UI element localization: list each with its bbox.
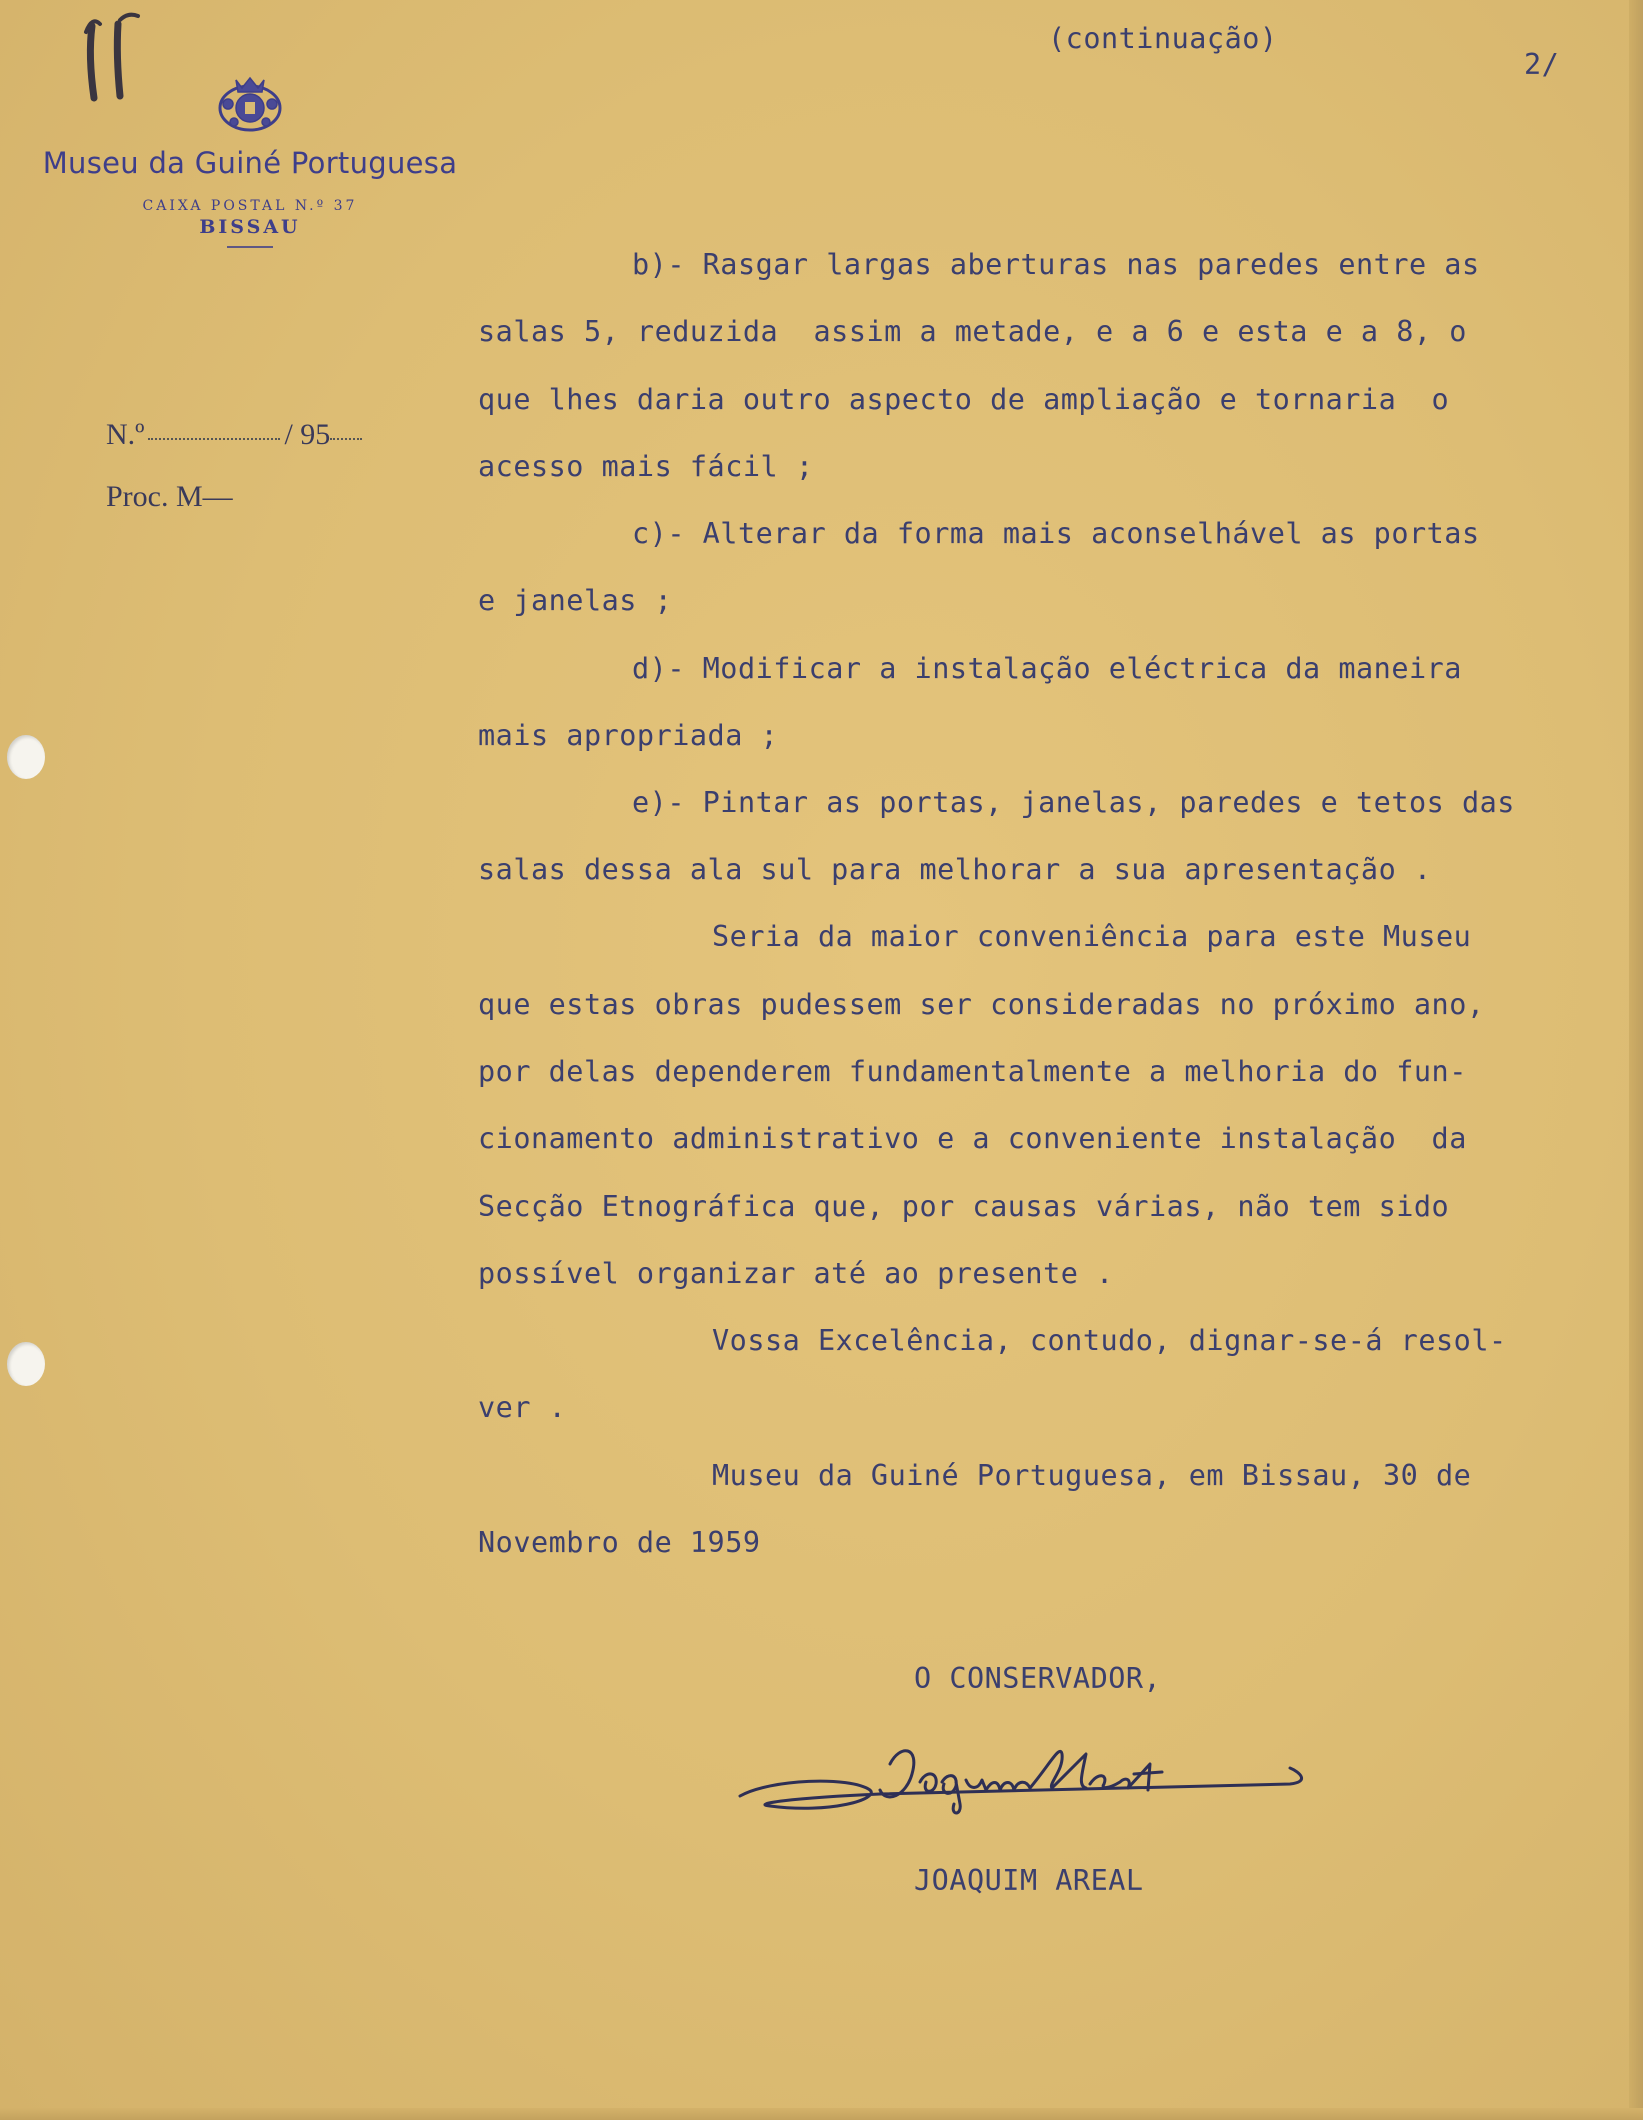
signatory-title: O CONSERVADOR, xyxy=(914,1662,1162,1695)
proc-value: M— xyxy=(176,480,233,513)
body-line: possível organizar até ao presente . xyxy=(478,1257,1114,1290)
number-suffix: / 95 xyxy=(284,418,331,451)
body-line: e janelas ; xyxy=(478,584,673,617)
proc-reference xyxy=(106,480,233,514)
reference-number xyxy=(106,418,362,452)
body-line: mais apropriada ; xyxy=(478,719,779,752)
body-line: b)- Rasgar largas aberturas nas paredes entre as xyxy=(632,248,1480,281)
body-line: acesso mais fácil ; xyxy=(478,450,814,483)
org-name: Museu da Guiné Portuguesa xyxy=(42,146,458,180)
body-line: Museu da Guiné Portuguesa, em Bissau, 30 de xyxy=(712,1459,1472,1492)
page-edge-right xyxy=(1629,0,1643,2120)
punch-hole-bottom xyxy=(7,1342,45,1386)
body-line: e)- Pintar as portas, janelas, paredes e tetos das xyxy=(632,786,1515,819)
letterhead-rule xyxy=(227,246,273,248)
body-line: por delas dependerem fundamentalmente a melhoria do fun- xyxy=(478,1055,1467,1088)
body-line: Novembro de 1959 xyxy=(478,1526,761,1559)
body-line: d)- Modificar a instalação eléctrica da maneira xyxy=(632,652,1462,685)
body-line: que estas obras pudessem ser consideradas no próximo ano, xyxy=(478,988,1485,1021)
body-line: Vossa Excelência, contudo, dignar-se-á resol- xyxy=(712,1324,1507,1357)
signatory-name: JOAQUIM AREAL xyxy=(914,1864,1144,1897)
body-line: salas 5, reduzida assim a metade, e a 6 e esta e a 8, o xyxy=(478,315,1467,348)
body-line: Secção Etnográfica que, por causas várias, não tem sido xyxy=(478,1190,1450,1223)
page-number: 2/ xyxy=(1524,48,1560,81)
body-line: salas dessa ala sul para melhorar a sua apresentação . xyxy=(478,853,1432,886)
page-edge-bottom xyxy=(0,2108,1643,2120)
postal-box: CAIXA POSTAL N.º 37 xyxy=(142,198,358,214)
handwritten-signature xyxy=(730,1724,1320,1834)
letterhead xyxy=(30,74,470,248)
body-line: que lhes daria outro aspecto de ampliação e tornaria o xyxy=(478,383,1450,416)
proc-label: Proc. xyxy=(106,480,169,513)
number-label: N.º xyxy=(106,418,145,451)
coat-of-arms-icon xyxy=(214,74,286,134)
continuation-note: (continuação) xyxy=(1048,22,1278,55)
fill-line-tail xyxy=(330,438,362,440)
city: BISSAU xyxy=(199,216,301,238)
body-line: Seria da maior conveniência para este Museu xyxy=(712,920,1472,953)
body-line: cionamento administrativo e a conveniente instalação da xyxy=(478,1122,1467,1155)
fill-line xyxy=(148,438,280,440)
body-line: ver . xyxy=(478,1391,567,1424)
body-line: c)- Alterar da forma mais aconselhável as portas xyxy=(632,517,1480,550)
punch-hole-top xyxy=(7,735,45,779)
